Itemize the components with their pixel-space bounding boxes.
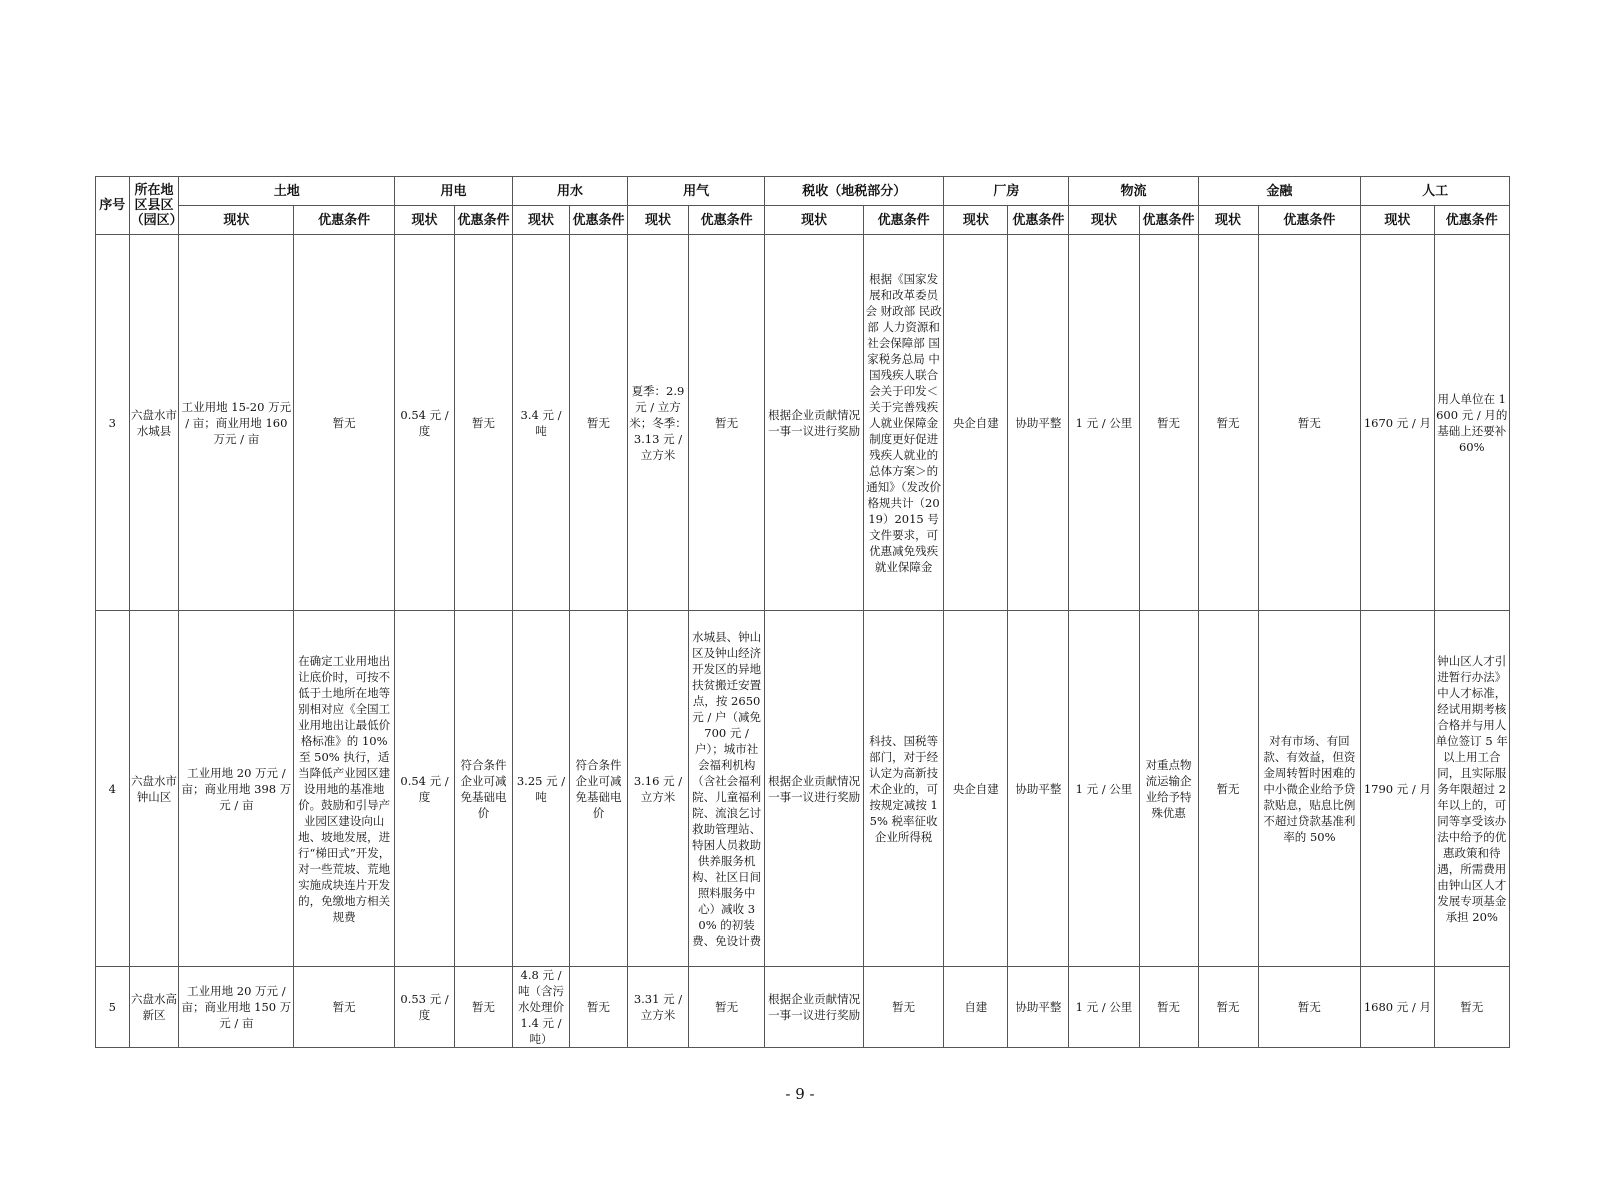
cell-finance-condition: 暂无 xyxy=(1258,967,1361,1048)
header-status: 现状 xyxy=(1198,206,1258,235)
cell-gas-condition: 暂无 xyxy=(688,967,764,1048)
table-row xyxy=(96,235,1510,611)
cell-factory-condition: 协助平整 xyxy=(1008,235,1069,611)
cell-seq: 5 xyxy=(96,967,130,1048)
cell-logistics-condition: 对重点物流运输企业给予特殊优惠 xyxy=(1139,611,1198,967)
cell-land-status: 工业用地 15-20 万元 / 亩；商业用地 160 万元 / 亩 xyxy=(179,235,294,611)
cell-finance-status: 暂无 xyxy=(1198,235,1258,611)
header-condition: 优惠条件 xyxy=(1434,206,1509,235)
header-row-sub xyxy=(96,206,1510,235)
cell-land-condition: 暂无 xyxy=(294,235,395,611)
header-group-water: 用水 xyxy=(513,177,628,206)
cell-electricity-condition: 暂无 xyxy=(455,967,513,1048)
header-status: 现状 xyxy=(395,206,455,235)
cell-finance-condition: 对有市场、有回款、有效益，但资金周转暂时困难的中小微企业给予贷款贴息，贴息比例不超过贷款基准利率的 50% xyxy=(1258,611,1361,967)
cell-water-status: 3.4 元 / 吨 xyxy=(513,235,570,611)
header-row-groups xyxy=(96,177,1510,206)
cell-tax-status: 根据企业贡献情况一事一议进行奖励 xyxy=(765,235,864,611)
cell-gas-status: 3.16 元 / 立方米 xyxy=(627,611,688,967)
cell-region: 六盘水市水城县 xyxy=(129,235,179,611)
cell-labor-condition: 用人单位在 1600 元 / 月的基础上还要补 60% xyxy=(1434,235,1509,611)
cell-tax-condition: 根据《国家发展和改革委员会 财政部 民政部 人力资源和社会保障部 国家税务总局 中国残疾人联合会关于印发＜关于完善残疾人就业保障金制度更好促进残疾人就业的总体方案＞的通知》（发改价格规共计（2019）2015 号文件要求，可优惠减免残疾就业保障金 xyxy=(863,235,943,611)
cell-water-condition: 暂无 xyxy=(569,967,627,1048)
header-condition: 优惠条件 xyxy=(1008,206,1069,235)
policy-table xyxy=(95,176,1510,1048)
cell-electricity-condition: 暂无 xyxy=(455,235,513,611)
header-status: 现状 xyxy=(944,206,1008,235)
cell-finance-status: 暂无 xyxy=(1198,611,1258,967)
cell-factory-status: 自建 xyxy=(944,967,1008,1048)
header-status: 现状 xyxy=(765,206,864,235)
header-condition: 优惠条件 xyxy=(294,206,395,235)
cell-factory-status: 央企自建 xyxy=(944,611,1008,967)
cell-labor-status: 1670 元 / 月 xyxy=(1361,235,1434,611)
cell-electricity-status: 0.54 元 / 度 xyxy=(395,611,455,967)
cell-logistics-status: 1 元 / 公里 xyxy=(1069,611,1139,967)
cell-water-condition: 符合条件企业可减免基础电价 xyxy=(569,611,627,967)
header-group-tax: 税收（地税部分） xyxy=(765,177,944,206)
cell-labor-status: 1680 元 / 月 xyxy=(1361,967,1434,1048)
page-number: - 9 - xyxy=(785,1085,815,1103)
cell-tax-status: 根据企业贡献情况一事一议进行奖励 xyxy=(765,611,864,967)
cell-labor-condition: 暂无 xyxy=(1434,967,1509,1048)
cell-labor-status: 1790 元 / 月 xyxy=(1361,611,1434,967)
cell-logistics-status: 1 元 / 公里 xyxy=(1069,235,1139,611)
cell-logistics-condition: 暂无 xyxy=(1139,235,1198,611)
header-condition: 优惠条件 xyxy=(455,206,513,235)
header-group-finance: 金融 xyxy=(1198,177,1361,206)
cell-factory-status: 央企自建 xyxy=(944,235,1008,611)
cell-finance-status: 暂无 xyxy=(1198,967,1258,1048)
cell-electricity-condition: 符合条件企业可减免基础电价 xyxy=(455,611,513,967)
header-status: 现状 xyxy=(1361,206,1434,235)
cell-gas-status: 3.31 元 / 立方米 xyxy=(627,967,688,1048)
header-region: 所在地区县区（园区） xyxy=(129,177,179,235)
cell-land-status: 工业用地 20 万元 / 亩；商业用地 150 万元 / 亩 xyxy=(179,967,294,1048)
cell-tax-status: 根据企业贡献情况一事一议进行奖励 xyxy=(765,967,864,1048)
cell-factory-condition: 协助平整 xyxy=(1008,967,1069,1048)
cell-tax-condition: 暂无 xyxy=(863,967,943,1048)
cell-seq: 4 xyxy=(96,611,130,967)
header-condition: 优惠条件 xyxy=(863,206,943,235)
cell-land-status: 工业用地 20 万元 / 亩；商业用地 398 万元 / 亩 xyxy=(179,611,294,967)
cell-logistics-condition: 暂无 xyxy=(1139,967,1198,1048)
header-status: 现状 xyxy=(627,206,688,235)
cell-factory-condition: 协助平整 xyxy=(1008,611,1069,967)
table-row xyxy=(96,967,1510,1048)
cell-gas-condition: 水城县、钟山区及钟山经济开发区的异地扶贫搬迁安置点，按 2650 元 / 户（减免 700 元 / 户）；城市社会福利机构（含社会福利院、儿童福利院、流浪乞讨救助管理站、特困人员救助供养服务机构、社区日间照料服务中心）减收 30% 的初装费、免设计费 xyxy=(688,611,764,967)
cell-land-condition: 在确定工业用地出让底价时，可按不低于土地所在地等别相对应《全国工业用地出让最低价格标准》的 10% 至 50% 执行，适当降低产业园区建设用地的基准地价。鼓励和引导产业园区建设向山地、坡地发展，进行“梯田式”开发，对一些荒坡、荒地实施成块连片开发的，免缴地方相关规费 xyxy=(294,611,395,967)
header-condition: 优惠条件 xyxy=(688,206,764,235)
cell-logistics-status: 1 元 / 公里 xyxy=(1069,967,1139,1048)
cell-electricity-status: 0.54 元 / 度 xyxy=(395,235,455,611)
cell-seq: 3 xyxy=(96,235,130,611)
cell-region: 六盘水高新区 xyxy=(129,967,179,1048)
header-condition: 优惠条件 xyxy=(1258,206,1361,235)
cell-water-status: 4.8 元 / 吨（含污水处理价 1.4 元 / 吨） xyxy=(513,967,570,1048)
cell-land-condition: 暂无 xyxy=(294,967,395,1048)
header-condition: 优惠条件 xyxy=(1139,206,1198,235)
cell-electricity-status: 0.53 元 / 度 xyxy=(395,967,455,1048)
header-status: 现状 xyxy=(179,206,294,235)
cell-labor-condition: 钟山区人才引进暂行办法》中人才标准，经试用期考核合格并与用人单位签订 5 年以上用工合同，且实际服务年限超过 2 年以上的，可同等享受该办法中给予的优惠政策和待遇，所需费用由钟山区人才发展专项基金承担 20% xyxy=(1434,611,1509,967)
cell-water-status: 3.25 元 / 吨 xyxy=(513,611,570,967)
cell-tax-condition: 科技、国税等部门，对于经认定为高新技术企业的，可按规定减按 15% 税率征收企业所得税 xyxy=(863,611,943,967)
cell-gas-condition: 暂无 xyxy=(688,235,764,611)
header-group-electricity: 用电 xyxy=(395,177,513,206)
header-status: 现状 xyxy=(513,206,570,235)
header-status: 现状 xyxy=(1069,206,1139,235)
cell-region: 六盘水市钟山区 xyxy=(129,611,179,967)
cell-water-condition: 暂无 xyxy=(569,235,627,611)
header-group-labor: 人工 xyxy=(1361,177,1510,206)
header-condition: 优惠条件 xyxy=(569,206,627,235)
header-group-logistics: 物流 xyxy=(1069,177,1198,206)
table-row xyxy=(96,611,1510,967)
cell-gas-status: 夏季：2.9 元 / 立方米；冬季：3.13 元 / 立方米 xyxy=(627,235,688,611)
cell-finance-condition: 暂无 xyxy=(1258,235,1361,611)
header-group-factory: 厂房 xyxy=(944,177,1069,206)
header-group-land: 土地 xyxy=(179,177,395,206)
header-seq: 序号 xyxy=(96,177,130,235)
header-group-gas: 用气 xyxy=(627,177,764,206)
